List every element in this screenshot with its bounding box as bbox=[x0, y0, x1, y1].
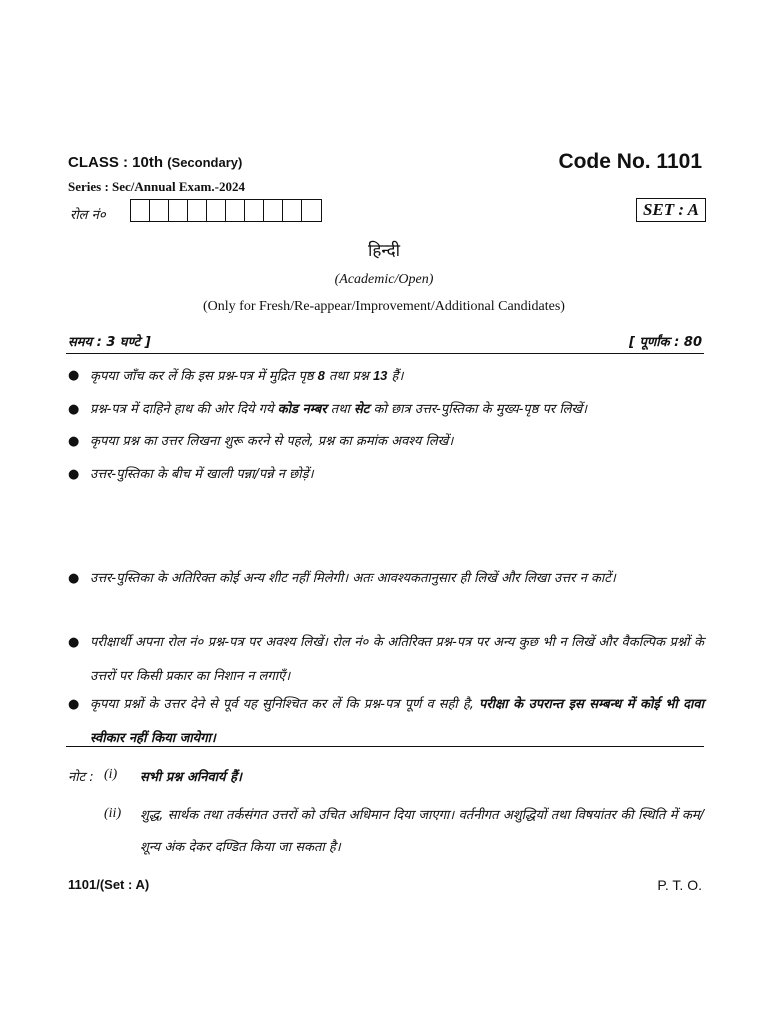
divider bbox=[66, 746, 704, 747]
roll-number-boxes bbox=[130, 199, 322, 222]
note-number: (i) bbox=[104, 767, 118, 782]
bullet-icon: ● bbox=[68, 697, 80, 712]
class-sub: (Secondary) bbox=[167, 155, 243, 170]
note-text: शुद्ध, सार्थक तथा तर्कसंगत उत्तरों को उचित अधिमान दिया जाएगा। वर्तनीगत अशुद्धियों तथा विषयांतर की स्थिति में कम/शून्य अंक देकर दण्डित किया जा सकता है। bbox=[140, 808, 704, 855]
pto-label: P. T. O. bbox=[657, 877, 702, 893]
roll-box bbox=[283, 200, 302, 221]
note-number: (ii) bbox=[104, 806, 122, 821]
class-label: CLASS : 10th (Secondary) bbox=[68, 154, 243, 171]
bullet-icon: ● bbox=[68, 467, 80, 482]
bullet-icon: ● bbox=[68, 571, 80, 586]
roll-box bbox=[302, 200, 321, 221]
roll-box bbox=[264, 200, 283, 221]
candidates-line: (Only for Fresh/Re-appear/Improvement/Additional Candidates) bbox=[203, 299, 565, 314]
roll-box bbox=[207, 200, 226, 221]
roll-box bbox=[169, 200, 188, 221]
bullet-icon: ● bbox=[68, 368, 80, 383]
note-label: नोट : bbox=[68, 770, 94, 785]
bullet-icon: ● bbox=[68, 635, 80, 650]
bullet-icon: ● bbox=[68, 434, 80, 449]
roll-box bbox=[150, 200, 169, 221]
subject-title: हिन्दी bbox=[367, 241, 401, 261]
roll-box bbox=[245, 200, 264, 221]
note-text: सभी प्रश्न अनिवार्य हैं। bbox=[140, 770, 242, 785]
roll-box bbox=[226, 200, 245, 221]
roll-number-label: रोल नं० bbox=[70, 208, 106, 223]
bullet-icon: ● bbox=[68, 402, 80, 417]
roll-box bbox=[188, 200, 207, 221]
set-badge: SET : A bbox=[636, 198, 706, 222]
footer-code: 1101/(Set : A) bbox=[68, 877, 150, 892]
series-label: Series : Sec/Annual Exam.-2024 bbox=[68, 179, 245, 194]
total-marks-label: [ पूर्णांक : 80 bbox=[629, 335, 702, 350]
academic-line: (Academic/Open) bbox=[334, 272, 434, 287]
roll-box bbox=[131, 200, 150, 221]
code-number: Code No. 1101 bbox=[558, 150, 702, 173]
time-label: समय : 3 घण्टे ] bbox=[68, 335, 151, 350]
divider bbox=[66, 353, 704, 354]
